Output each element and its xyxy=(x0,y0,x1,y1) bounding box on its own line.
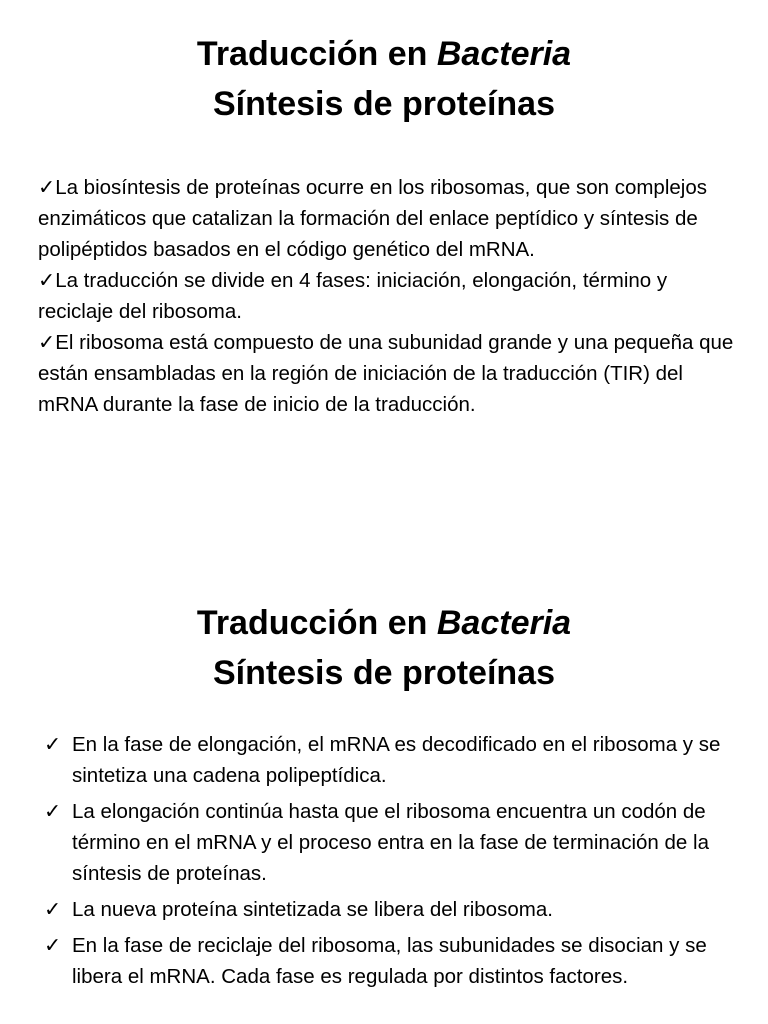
check-icon: ✓ xyxy=(38,269,56,292)
slide-1-subtitle: Síntesis de proteínas xyxy=(213,85,555,123)
slide-2-title-prefix: Traducción en xyxy=(196,604,437,642)
bullet-text: En la fase de reciclaje del ribosoma, las subunidades se disocian y se libera el mRNA. Cada fase es regulada por distintos factores. xyxy=(72,934,707,988)
paragraph-text: El ribosoma está compuesto de una subunidad grande y una pequeña que están ensambladas en la región de iniciación de la traducción (TIR) del mRNA durante la fase de inicio de la traducción. xyxy=(38,331,734,416)
check-icon: ✓ xyxy=(44,934,62,957)
slide-1-paragraph xyxy=(38,172,738,265)
paragraph-text: La biosíntesis de proteínas ocurre en los ribosomas, que son complejos enzimáticos que catalizan la formación del enlace peptídico y síntesis de polipéptidos basados en el código genético del mRNA. xyxy=(38,176,707,261)
slide-1-title-italic: Bacteria xyxy=(436,35,572,73)
check-icon: ✓ xyxy=(38,176,56,199)
list-item xyxy=(44,894,734,925)
check-icon: ✓ xyxy=(44,898,62,921)
slide-2-bullet-list xyxy=(44,729,734,997)
list-item xyxy=(44,729,734,791)
slide-2 xyxy=(0,590,768,1024)
check-icon: ✓ xyxy=(38,331,56,354)
check-icon: ✓ xyxy=(44,800,62,823)
slide-2-title-italic: Bacteria xyxy=(436,604,572,642)
slide-2-subtitle: Síntesis de proteínas xyxy=(213,654,555,692)
slide-2-title xyxy=(0,590,768,698)
paragraph-text: La traducción se divide en 4 fases: iniciación, elongación, término y reciclaje del ribosoma. xyxy=(38,269,668,323)
slide-1-title xyxy=(0,0,768,129)
slide-1-title-prefix: Traducción en xyxy=(196,35,437,73)
bullet-text: En la fase de elongación, el mRNA es decodificado en el ribosoma y se sintetiza una cadena polipeptídica. xyxy=(72,733,721,787)
list-item xyxy=(44,796,734,889)
list-item xyxy=(44,930,734,992)
bullet-text: La elongación continúa hasta que el ribosoma encuentra un codón de término en el mRNA y el proceso entra en la fase de terminación de la síntesis de proteínas. xyxy=(72,800,709,885)
slide-1-paragraph xyxy=(38,265,738,327)
slide-1-paragraph xyxy=(38,327,738,420)
slide-1-body xyxy=(38,172,738,420)
bullet-text: La nueva proteína sintetizada se libera del ribosoma. xyxy=(72,898,553,921)
check-icon: ✓ xyxy=(44,733,62,756)
